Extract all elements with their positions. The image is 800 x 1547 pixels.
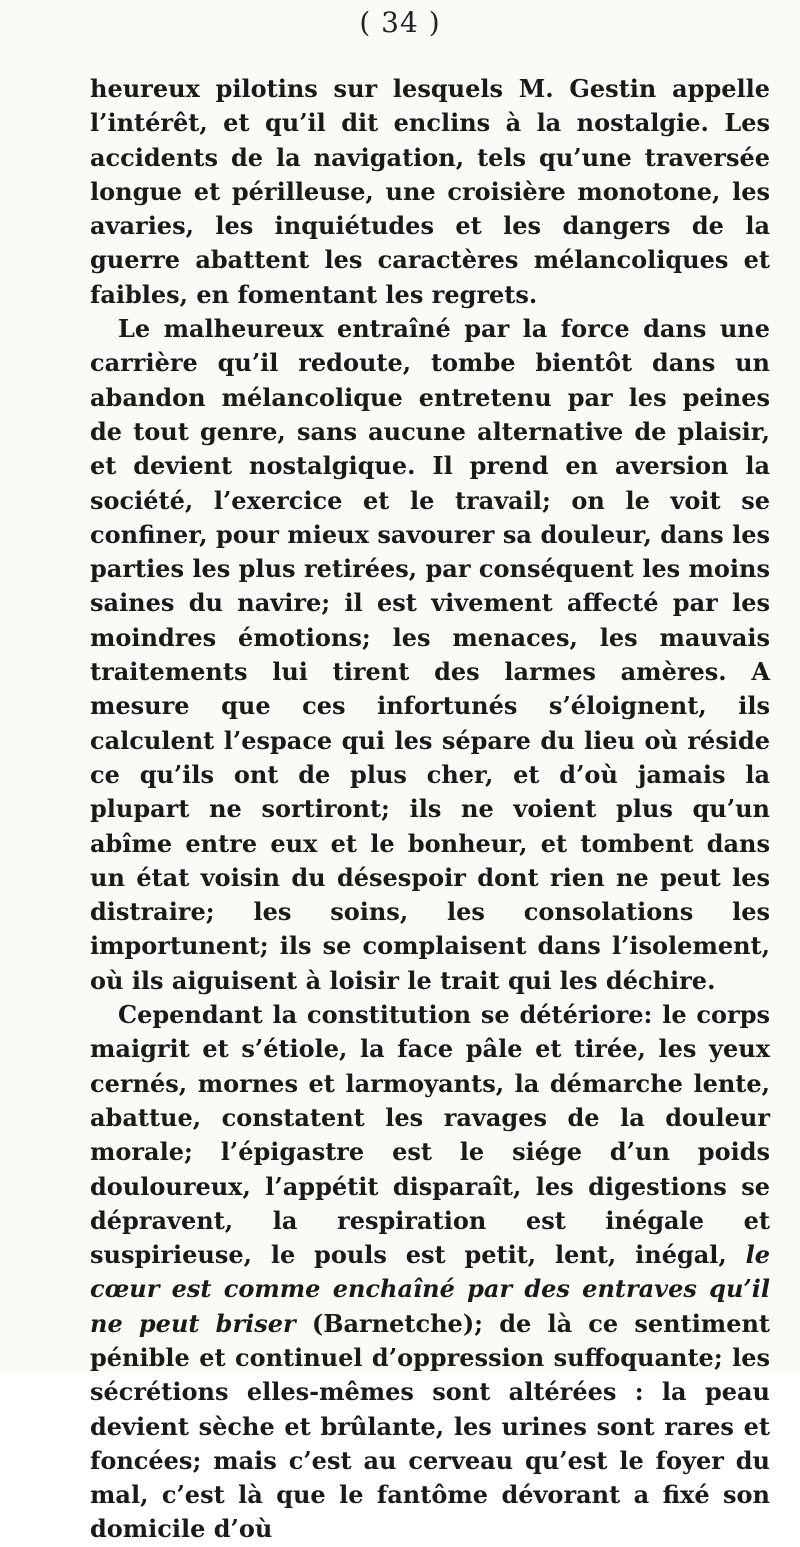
paragraph-2 bbox=[90, 312, 770, 998]
paragraph-1 bbox=[90, 72, 770, 312]
paragraph-3-italic-quote: le cœur est comme enchaîné par des entraves qu’il ne peut briser bbox=[90, 1240, 770, 1338]
paragraph-3 bbox=[90, 998, 770, 1547]
body-text bbox=[90, 72, 770, 1547]
paragraph-2-text: Le malheureux entraîné par la force dans une carrière qu’il redoute, tombe bientôt dans un abandon mélancolique entretenu par les peines de tout genre, sans aucune alternative de plaisir, et devient nostalgique. Il prend en aversion la société, l’exercice et le travail; on le voit se confiner, pour mieux savourer sa douleur, dans les parties les plus retirées, par conséquent les moins saines du navire; il est vivement affecté par les moindres émotions; les menaces, les mauvais traitements lui tirent des larmes amères. A mesure que ces infortunés s’éloignent, ils calculent l’espace qui les sépare du lieu où réside ce qu’ils ont de plus cher, et d’où jamais la plupart ne sortiront; ils ne voient plus qu’un abîme entre eux et le bonheur, et tombent dans un état voisin du désespoir dont rien ne peut les distraire; les soins, les consolations les importunent; ils se complaisent dans l’isolement, où ils aiguisent à loisir le trait qui les déchire. bbox=[90, 314, 770, 995]
page-number: ( 34 ) bbox=[359, 6, 441, 39]
paragraph-3-text-a: Cependant la constitution se détériore: le corps maigrit et s’étiole, la face pâle et tirée, les yeux cernés, mornes et larmoyants, la démarche lente, abattue, constatent les ravages de la douleur morale; l’épigastre est le siége d’un poids douloureux, l’appétit disparaît, les digestions se dépravent, la respiration est inégale et suspirieuse, le pouls est petit, lent, inégal, bbox=[90, 1000, 770, 1270]
paragraph-1-text: heureux pilotins sur lesquels M. Gestin appelle l’intérêt, et qu’il dit enclins à la nostalgie. Les accidents de la navigation, tels qu’une traversée longue et périlleuse, une croisière monotone, les avaries, les inquiétudes et les dangers de la guerre abattent les caractères mélancoliques et faibles, en fomentant les regrets. bbox=[90, 74, 770, 309]
paragraph-3-text-b: (Barnetche); de là ce sentiment pénible et continuel d’oppression suffoquante; les sécrétions elles-mêmes sont altérées : la peau devient sèche et brûlante, les urines sont rares et foncées; mais c’est au cerveau qu’est le foyer du mal, c’est là que le fantôme dévorant a fixé son domicile d’où bbox=[90, 1308, 771, 1544]
